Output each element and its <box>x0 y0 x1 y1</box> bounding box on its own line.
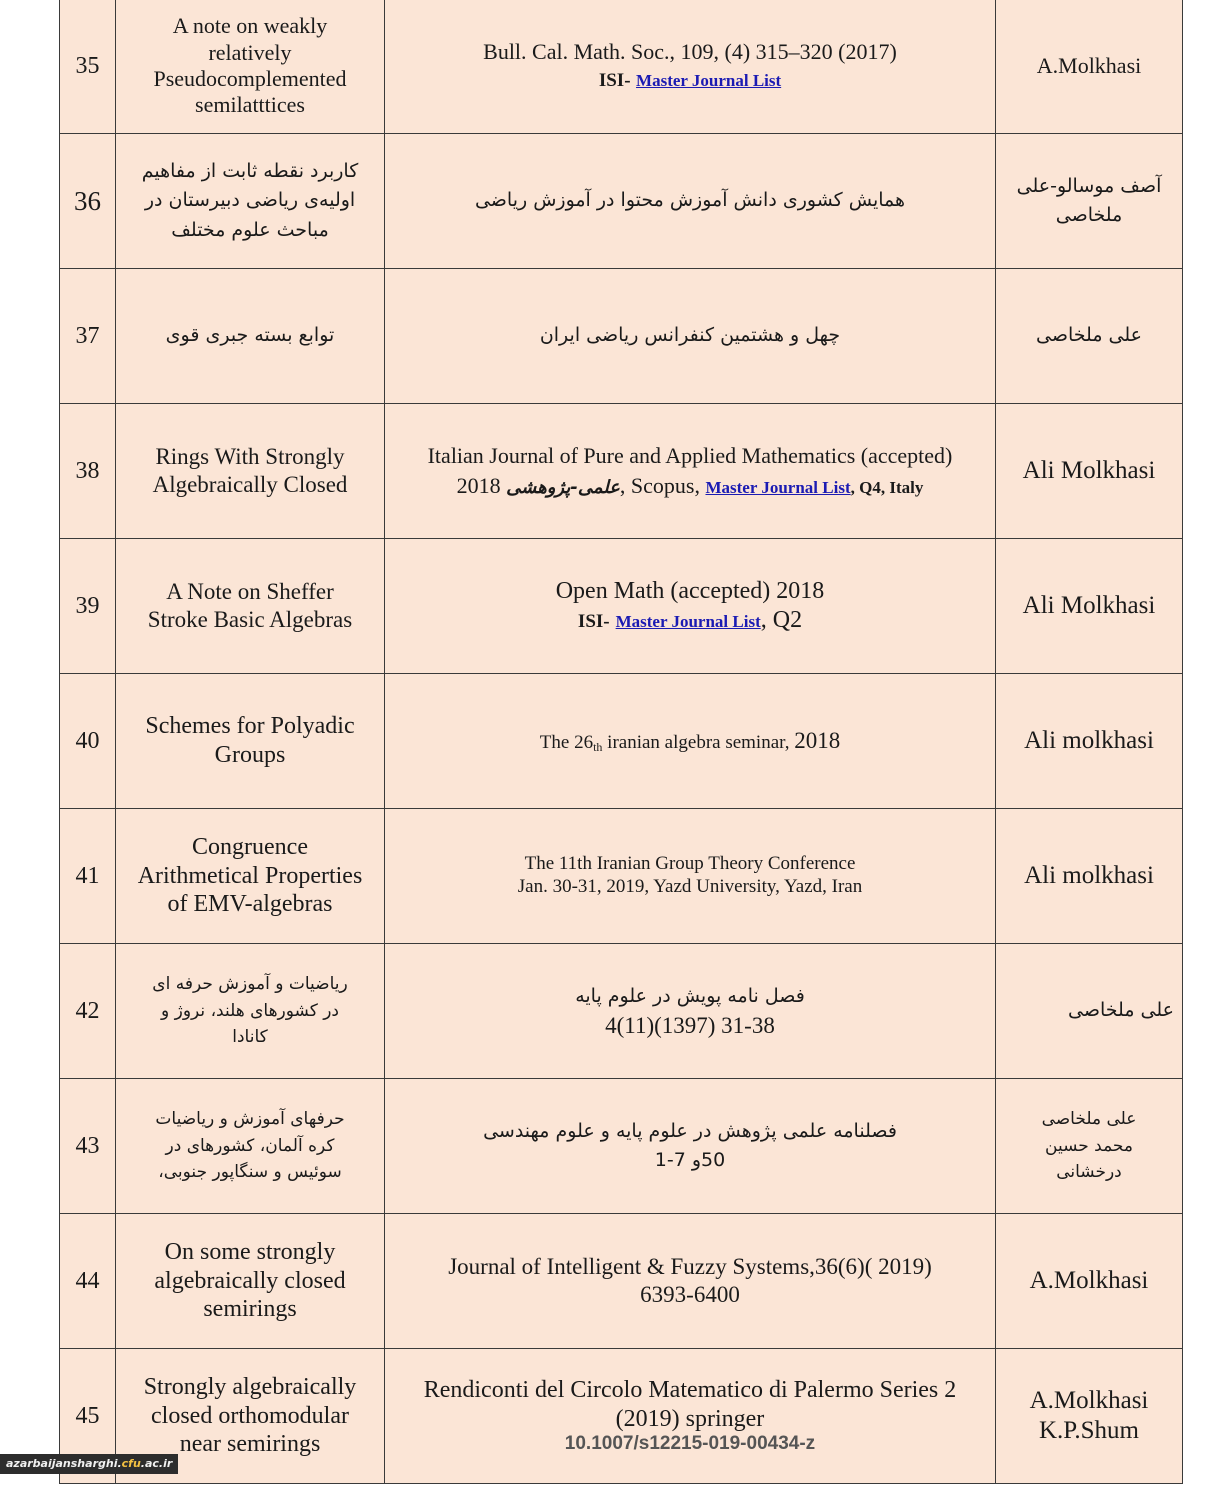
publications-table <box>59 0 1183 1484</box>
quartile-label: , Q2 <box>760 607 803 633</box>
venue-cell <box>385 674 996 809</box>
title-line: Rings With Strongly <box>155 444 345 470</box>
venue-line: The 11th Iranian Group Theory Conference <box>524 853 856 875</box>
table-row <box>60 0 1183 134</box>
table-row <box>60 134 1183 269</box>
author-name: ملخاصی <box>1055 204 1123 226</box>
title-line: closed orthomodular <box>151 1402 349 1429</box>
watermark-suffix: .ac.ir <box>140 1457 173 1470</box>
venue-cell <box>385 944 996 1079</box>
title-line: semilatttices <box>195 92 305 118</box>
venue-cell <box>385 1349 996 1484</box>
row-number: 36 <box>60 134 116 269</box>
paper-title <box>116 674 385 809</box>
row-number: 43 <box>60 1079 116 1214</box>
row-number: 45 <box>60 1349 116 1484</box>
title-line: On some strongly <box>164 1238 336 1265</box>
row-number: 41 <box>60 809 116 944</box>
table-row <box>60 809 1183 944</box>
venue-line: 4(11)(1397) 31-38 <box>605 1012 775 1038</box>
title-line: در کشورهای هلند، نروژ و <box>161 1000 339 1021</box>
venue-cell <box>385 1214 996 1349</box>
row-number: 35 <box>60 0 116 134</box>
table-row <box>60 1214 1183 1349</box>
master-journal-list-link[interactable]: Master Journal List <box>705 478 851 497</box>
venue-cell <box>385 134 996 269</box>
isi-label: ISI- <box>577 611 610 632</box>
venue-line: Italian Journal of Pure and Applied Mathematics (accepted) <box>427 442 953 468</box>
title-line: کانادا <box>232 1027 268 1048</box>
venue-line: فصلنامه علمی پژوهش در علوم پایه و علوم مهندسی <box>483 1119 897 1142</box>
author-cell <box>996 404 1183 539</box>
title-line: Pseudocomplemented <box>153 66 347 91</box>
title-line: Schemes for Polyadic <box>145 713 355 740</box>
author-name: Ali molkhasi <box>1024 862 1154 889</box>
table-row <box>60 1079 1183 1214</box>
title-line: relatively <box>208 39 292 65</box>
venue-line: Bull. Cal. Math. Soc., 109, (4) 315–320 (2017) <box>483 39 897 65</box>
venue-cell <box>385 269 996 404</box>
title-line: Strongly algebraically <box>143 1373 357 1400</box>
title-line: of EMV-algebras <box>167 891 333 918</box>
paper-title <box>116 1079 385 1214</box>
author-cell <box>996 1214 1183 1349</box>
author-cell <box>996 539 1183 674</box>
table-row <box>60 539 1183 674</box>
paper-title <box>116 269 385 404</box>
venue-category: علمی-پژوهشی <box>506 477 620 498</box>
table-row <box>60 269 1183 404</box>
title-line: Arithmetical Properties <box>137 862 363 889</box>
title-line: Groups <box>214 742 286 768</box>
venue-year: 2018 <box>794 728 841 754</box>
author-name: Ali molkhasi <box>1024 727 1154 754</box>
title-line: Stroke Basic Algebras <box>147 607 353 632</box>
site-watermark <box>0 1454 178 1474</box>
venue-cell <box>385 539 996 674</box>
paper-title <box>116 134 385 269</box>
venue-line: چهل و هشتمین کنفرانس ریاضی ایران <box>539 324 841 347</box>
title-line: Congruence <box>192 833 308 860</box>
table-row <box>60 1349 1183 1484</box>
venue-line: فصل نامه پویش در علوم پایه <box>575 985 805 1008</box>
venue-line: Rendiconti del Circolo Matematico di Palermo Series 2 <box>423 1376 957 1403</box>
venue-line: The 26 <box>539 732 594 754</box>
row-number: 38 <box>60 404 116 539</box>
venue-line: 6393-6400 <box>640 1282 740 1307</box>
author-name: علی ملخاصی <box>1036 324 1142 347</box>
paper-title <box>116 0 385 134</box>
table-row <box>60 674 1183 809</box>
title-line: algebraically closed <box>154 1267 346 1294</box>
row-number: 40 <box>60 674 116 809</box>
author-name: آصف موسالو-علی <box>1016 174 1162 197</box>
author-name: Ali Molkhasi <box>1022 457 1156 484</box>
master-journal-list-link[interactable]: Master Journal List <box>615 612 761 631</box>
author-cell <box>996 134 1183 269</box>
title-line: semirings <box>203 1296 297 1323</box>
doi-link[interactable]: 10.1007/s12215-019-00434-z <box>564 1433 816 1455</box>
venue-line: Open Math (accepted) 2018 <box>555 578 825 605</box>
author-cell <box>996 269 1183 404</box>
author-name: محمد حسین <box>1045 1135 1133 1156</box>
author-name: Ali Molkhasi <box>1022 592 1156 619</box>
row-number: 37 <box>60 269 116 404</box>
table-row <box>60 944 1183 1079</box>
title-line: A note on weakly <box>172 13 328 39</box>
watermark-highlight: cfu <box>121 1457 141 1470</box>
venue-line: 50و 7-1 <box>654 1149 726 1171</box>
title-line: ریاضیات و آموزش حرفه ای <box>152 974 348 995</box>
author-name: A.Molkhasi <box>1036 52 1142 78</box>
venue-cell <box>385 1079 996 1214</box>
title-line: توابع بسته جبری قوی <box>165 324 335 347</box>
venue-line: همایش کشوری دانش آموزش محتوا در آموزش ریاضی <box>474 189 906 212</box>
author-name: K.P.Shum <box>1038 1417 1140 1444</box>
author-cell <box>996 944 1183 1079</box>
scopus-label: , Scopus, <box>619 473 706 498</box>
venue-line: (2019) springer <box>615 1405 765 1432</box>
author-name: A.Molkhasi <box>1029 1387 1149 1414</box>
author-cell <box>996 1079 1183 1214</box>
venue-cell <box>385 809 996 944</box>
venue-line: Journal of Intelligent & Fuzzy Systems,36(6)( 2019) <box>448 1254 932 1280</box>
quartile-label: , Q4, Italy <box>850 478 924 497</box>
venue-cell <box>385 404 996 539</box>
title-line: سوئیس و سنگاپور جنوبی، <box>158 1162 342 1183</box>
paper-title <box>116 404 385 539</box>
author-name: A.Molkhasi <box>1029 1267 1149 1294</box>
row-number: 44 <box>60 1214 116 1349</box>
venue-cell <box>385 0 996 134</box>
title-line: حرفهای آموزش و ریاضیات <box>155 1109 345 1130</box>
master-journal-list-link[interactable]: Master Journal List <box>636 70 782 90</box>
watermark-prefix: azarbaijansharghi. <box>6 1457 122 1470</box>
isi-label: ISI- <box>598 69 631 91</box>
ordinal-suffix: th <box>593 740 603 755</box>
title-line: کره آلمان، کشورهای در <box>165 1135 335 1156</box>
paper-title <box>116 809 385 944</box>
paper-title <box>116 944 385 1079</box>
row-number: 39 <box>60 539 116 674</box>
title-line: کاربرد نقطه ثابت از مفاهیم <box>141 159 359 182</box>
author-name: درخشانی <box>1056 1162 1122 1183</box>
row-number: 42 <box>60 944 116 1079</box>
table-row <box>60 404 1183 539</box>
paper-title <box>116 1214 385 1349</box>
author-cell <box>996 809 1183 944</box>
title-line: near semirings <box>179 1431 321 1458</box>
venue-line: Jan. 30-31, 2019, Yazd University, Yazd, Iran <box>517 876 863 897</box>
title-line: مباحث علوم مختلف <box>171 218 329 241</box>
author-name: علی ملخاصی <box>1068 999 1174 1022</box>
author-cell <box>996 1349 1183 1484</box>
venue-year: 2018 <box>456 473 501 498</box>
author-name: علی ملخاصی <box>1041 1109 1137 1130</box>
title-line: اولیه‌ی ریاضی دبیرستان در <box>144 189 356 212</box>
paper-title <box>116 539 385 674</box>
venue-line: iranian algebra seminar, <box>602 732 795 754</box>
author-cell <box>996 0 1183 134</box>
title-line: A Note on Sheffer <box>166 579 334 605</box>
author-cell <box>996 674 1183 809</box>
title-line: Algebraically Closed <box>152 472 348 497</box>
